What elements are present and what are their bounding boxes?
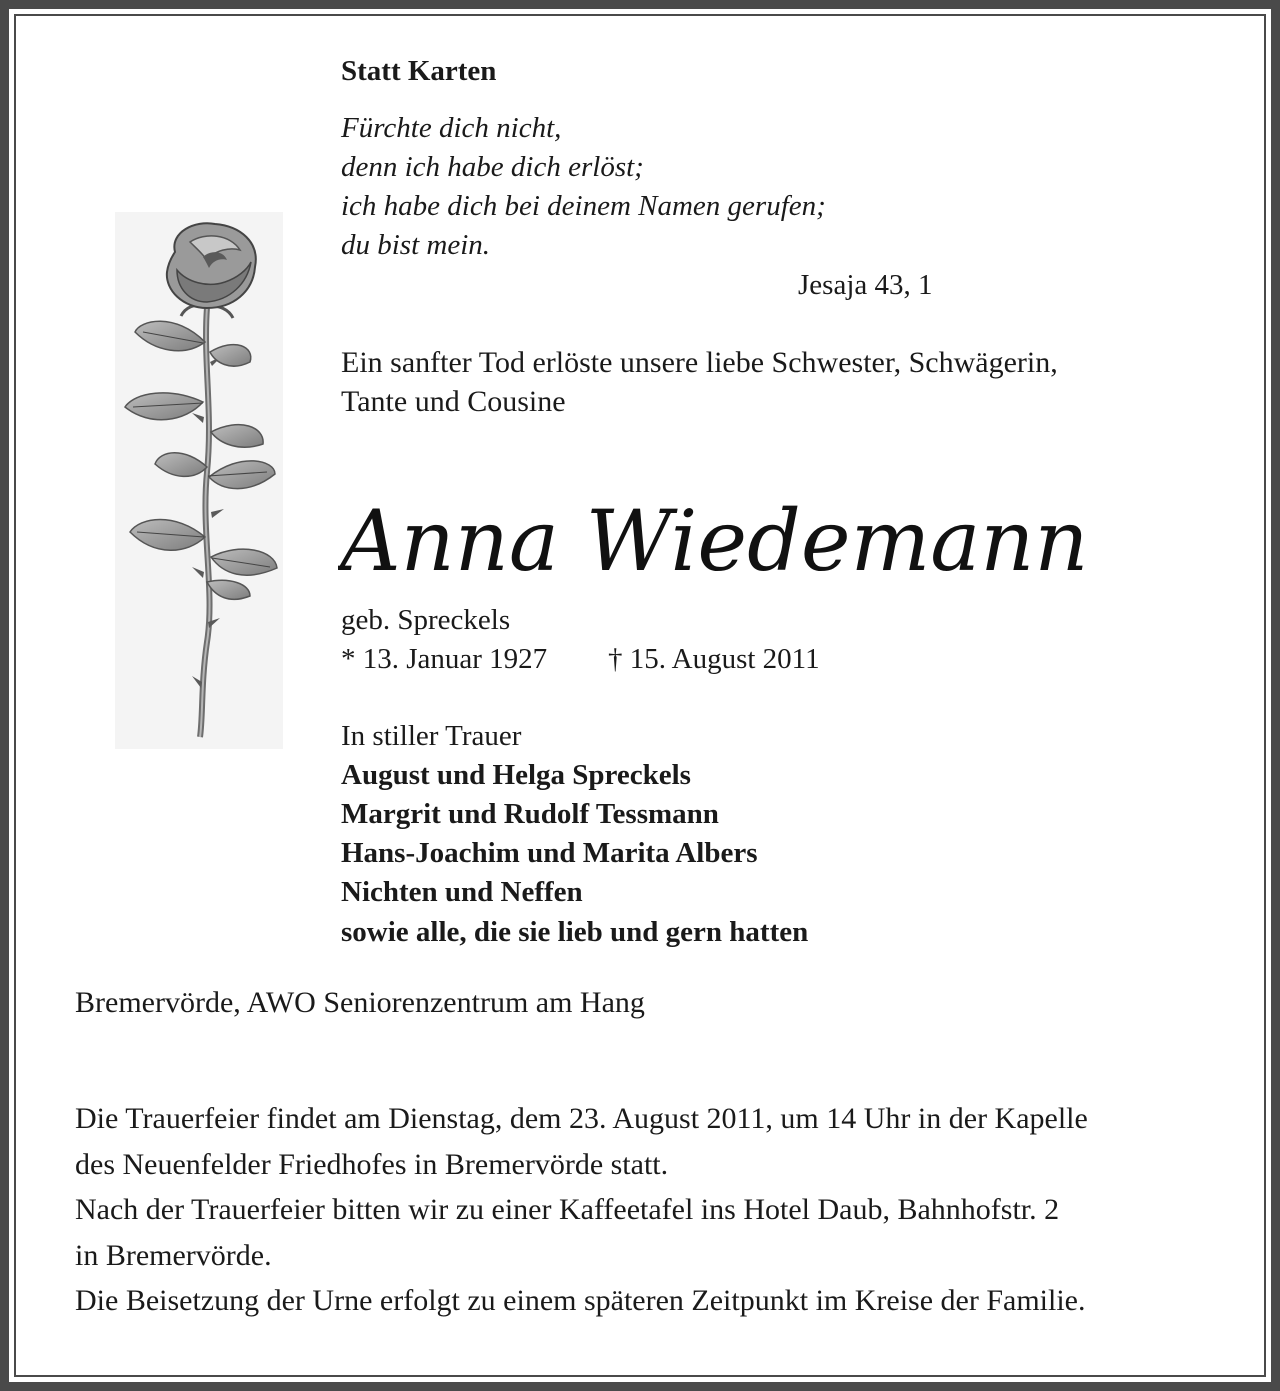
header-label: Statt Karten: [341, 55, 497, 87]
death-date: † 15. August 2011: [608, 643, 820, 675]
verse-line: Fürchte dich nicht,: [341, 112, 562, 144]
verse-reference: Jesaja 43, 1: [798, 269, 933, 301]
place-line: Bremervörde, AWO Seniorenzentrum am Hang: [75, 986, 645, 1019]
service-line: Die Beisetzung der Urne erfolgt zu einem späteren Zeitpunkt im Kreise der Familie.: [75, 1284, 1086, 1317]
service-line: Die Trauerfeier findet am Dienstag, dem 23. August 2011, um 14 Uhr in der Kapelle: [75, 1102, 1088, 1135]
intro-line: Tante und Cousine: [341, 385, 566, 418]
intro-line: Ein sanfter Tod erlöste unsere liebe Schwester, Schwägerin,: [341, 346, 1058, 379]
mourner-name: August und Helga Spreckels: [341, 759, 691, 791]
maiden-name: geb. Spreckels: [341, 604, 511, 636]
mourners-intro: In stiller Trauer: [341, 720, 522, 752]
deceased-name-text: Anna Wiedemann: [340, 492, 1089, 590]
verse-line: ich habe dich bei deinem Namen gerufen;: [341, 190, 826, 222]
mourner-name: Margrit und Rudolf Tessmann: [341, 798, 719, 830]
mourner-name: Hans-Joachim und Marita Albers: [341, 837, 758, 869]
mourner-name: Nichten und Neffen: [341, 876, 583, 908]
service-line: in Bremervörde.: [75, 1239, 272, 1272]
birth-date: * 13. Januar 1927: [341, 643, 548, 675]
verse-line: du bist mein.: [341, 229, 491, 261]
service-line: Nach der Trauerfeier bitten wir zu einer Kaffeetafel ins Hotel Daub, Bahnhofstr. 2: [75, 1193, 1060, 1226]
service-line: des Neuenfelder Friedhofes in Bremervörde statt.: [75, 1148, 669, 1181]
verse-line: denn ich habe dich erlöst;: [341, 151, 644, 183]
mourner-name: sowie alle, die sie lieb und gern hatten: [341, 916, 809, 948]
rose-icon: [115, 212, 283, 749]
deceased-name: [338, 470, 1098, 600]
